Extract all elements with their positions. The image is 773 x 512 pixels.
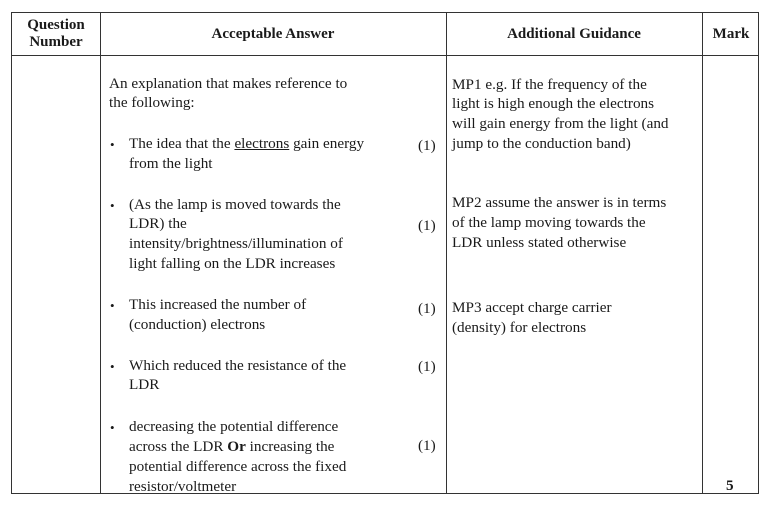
header-divider	[12, 55, 758, 56]
guidance-mp3-line: MP3 accept charge carrier	[452, 299, 612, 316]
answer-bullet-text: light falling on the LDR increases	[129, 255, 336, 272]
header-question-number: Question Number	[27, 17, 85, 50]
guidance-mp2-line: MP2 assume the answer is in terms	[452, 194, 667, 211]
answer-bullet-text: (As the lamp is moved towards the	[129, 196, 341, 213]
column-divider	[100, 13, 101, 493]
bullet-mark: (1)	[418, 437, 436, 454]
bullet-point: •	[110, 359, 115, 374]
bullet-point: •	[110, 198, 115, 213]
header-mark: Mark	[712, 25, 750, 42]
column-divider	[446, 13, 447, 493]
answer-bullet-text: across the LDR Or increasing the	[129, 438, 335, 455]
bullet-mark: (1)	[418, 137, 436, 154]
total-mark: 5	[726, 477, 734, 494]
header-acceptable-answer: Acceptable Answer	[211, 25, 335, 42]
answer-bullet-text: This increased the number of	[129, 296, 307, 313]
answer-intro-line: the following:	[109, 94, 195, 111]
guidance-mp2-line: LDR unless stated otherwise	[452, 234, 627, 251]
answer-bullet-text: intensity/brightness/illumination of	[129, 235, 343, 252]
answer-bullet-text: LDR	[129, 376, 160, 393]
header-additional-guidance: Additional Guidance	[507, 25, 641, 42]
bullet-point: •	[110, 420, 115, 435]
bullet-mark: (1)	[418, 358, 436, 375]
bullet-mark: (1)	[418, 300, 436, 317]
answer-bullet-text: potential difference across the fixed	[129, 458, 347, 475]
bullet-point: •	[110, 137, 115, 152]
answer-bullet-text: (conduction) electrons	[129, 316, 266, 333]
answer-bullet-text: decreasing the potential difference	[129, 418, 339, 435]
guidance-mp1-line: MP1 e.g. If the frequency of the	[452, 76, 647, 93]
answer-bullet-text: from the light	[129, 155, 213, 172]
answer-bullet-text: resistor/voltmeter	[129, 478, 237, 495]
answer-bullet-text: The idea that the electrons gain energy	[129, 135, 365, 152]
answer-bullet-text: LDR) the	[129, 215, 187, 232]
answer-intro-line: An explanation that makes reference to	[109, 75, 348, 92]
guidance-mp3-line: (density) for electrons	[452, 319, 587, 336]
guidance-mp1-line: jump to the conduction band)	[452, 135, 631, 152]
guidance-mp2-line: of the lamp moving towards the	[452, 214, 646, 231]
column-divider	[702, 13, 703, 493]
guidance-mp1-line: light is high enough the electrons	[452, 95, 655, 112]
guidance-mp1-line: will gain energy from the light (and	[452, 115, 669, 132]
bullet-point: •	[110, 298, 115, 313]
bullet-mark: (1)	[418, 217, 436, 234]
answer-bullet-text: Which reduced the resistance of the	[129, 357, 347, 374]
